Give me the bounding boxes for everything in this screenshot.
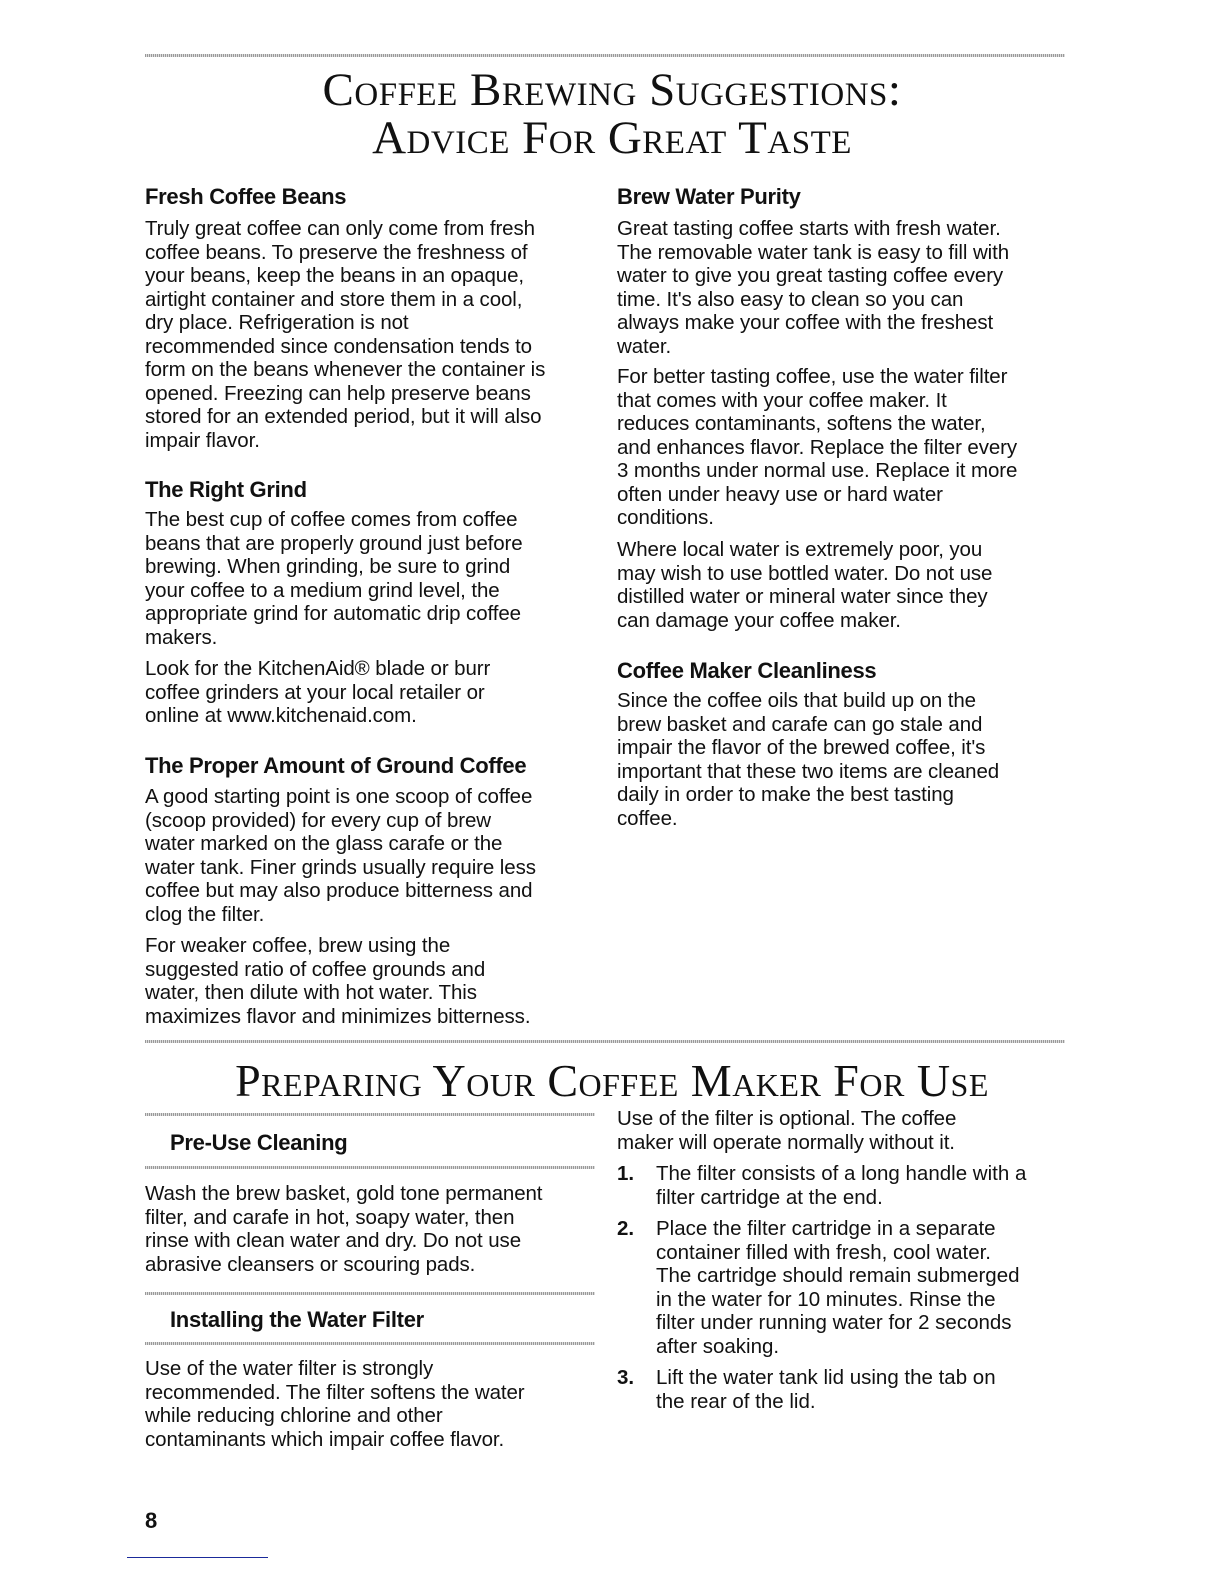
divider xyxy=(145,1040,1065,1043)
section-title: Preparing Your Coffee Maker For Use xyxy=(235,1055,989,1106)
paragraph: The best cup of coffee comes from coffee beans that are properly ground just before brewing. When grinding, be sure to grind your coffee to a medium grind level, the appropriate grind for automatic drip coffee makers. xyxy=(145,508,523,649)
heading-right-grind: The Right Grind xyxy=(145,477,307,502)
heading-water-filter: Installing the Water Filter xyxy=(170,1307,424,1332)
heading-cleanliness: Coffee Maker Cleanliness xyxy=(617,658,877,683)
step-text: Lift the water tank lid using the tab on the rear of the lid. xyxy=(656,1366,996,1413)
divider xyxy=(145,54,1065,57)
paragraph: Since the coffee oils that build up on the brew basket and carafe can go stale and impair the flavor of the brewed coffee, it's important that these two items are cleaned daily in order to make the best tasting coffee. xyxy=(617,689,1000,830)
paragraph: A good starting point is one scoop of coffee (scoop provided) for every cup of brew water marked on the glass carafe or the water tank. Finer grinds usually require less coffee but may also produce bitterness and clog the filter. xyxy=(145,785,536,926)
divider xyxy=(145,1166,595,1169)
step-number: 3. xyxy=(617,1366,635,1389)
footer-line xyxy=(127,1557,268,1558)
divider xyxy=(145,1113,595,1116)
heading-proper-amount: The Proper Amount of Ground Coffee xyxy=(145,753,527,778)
divider xyxy=(145,1292,595,1295)
paragraph: Truly great coffee can only come from fresh coffee beans. To preserve the freshness of your beans, keep the beans in an opaque, airtight container and store them in a cool, dry place. Refrigeration is not recommended since condensation tends to form on the beans whenever the container is opened. Freezing can help preserve beans stored for an extended period, but it will also impair flavor. xyxy=(145,217,546,452)
heading-water-purity: Brew Water Purity xyxy=(617,184,801,209)
page-number: 8 xyxy=(145,1508,158,1533)
section-title xyxy=(0,66,1224,162)
paragraph: For weaker coffee, brew using the suggested ratio of coffee grounds and water, then dilute with hot water. This maximizes flavor and minimizes bitterness. xyxy=(145,934,531,1028)
step-number: 1. xyxy=(617,1162,635,1185)
paragraph: Use of the water filter is strongly recommended. The filter softens the water while reducing chlorine and other contaminants which impair coffee flavor. xyxy=(145,1357,525,1451)
paragraph: Look for the KitchenAid® blade or burr coffee grinders at your local retailer or online at www.kitchenaid.com. xyxy=(145,657,491,727)
paragraph: Great tasting coffee starts with fresh water. The removable water tank is easy to fill with water to give you great tasting coffee every time. It's also easy to clean so you can always make your coffee with the freshest water. xyxy=(617,217,1009,358)
step-text: The filter consists of a long handle with a filter cartridge at the end. xyxy=(656,1162,1027,1209)
heading-pre-use: Pre-Use Cleaning xyxy=(170,1130,348,1155)
paragraph: Where local water is extremely poor, you may wish to use bottled water. Do not use distilled water or mineral water since they can damage your coffee maker. xyxy=(617,538,993,632)
step-text: Place the filter cartridge in a separate container filled with fresh, cool water. The cartridge should remain submerged in the water for 10 minutes. Rinse the filter under running water for 2 seconds after soaking. xyxy=(656,1217,1020,1358)
paragraph: For better tasting coffee, use the water filter that comes with your coffee maker. It reduces contaminants, softens the water, and enhances flavor. Replace the filter every 3 months under normal use. Replace it more often under heavy use or hard water conditions. xyxy=(617,365,1018,529)
divider xyxy=(145,1342,595,1345)
paragraph: Wash the brew basket, gold tone permanent filter, and carafe in hot, soapy water, then rinse with clean water and dry. Do not use abrasive cleansers or scouring pads. xyxy=(145,1182,543,1276)
title-line-1: Coffee Brewing Suggestions: xyxy=(322,64,902,116)
heading-fresh-beans: Fresh Coffee Beans xyxy=(145,184,347,209)
title-line-2: Advice For Great Taste xyxy=(372,112,852,164)
paragraph: Use of the filter is optional. The coffee maker will operate normally without it. xyxy=(617,1107,957,1154)
step-number: 2. xyxy=(617,1217,635,1240)
